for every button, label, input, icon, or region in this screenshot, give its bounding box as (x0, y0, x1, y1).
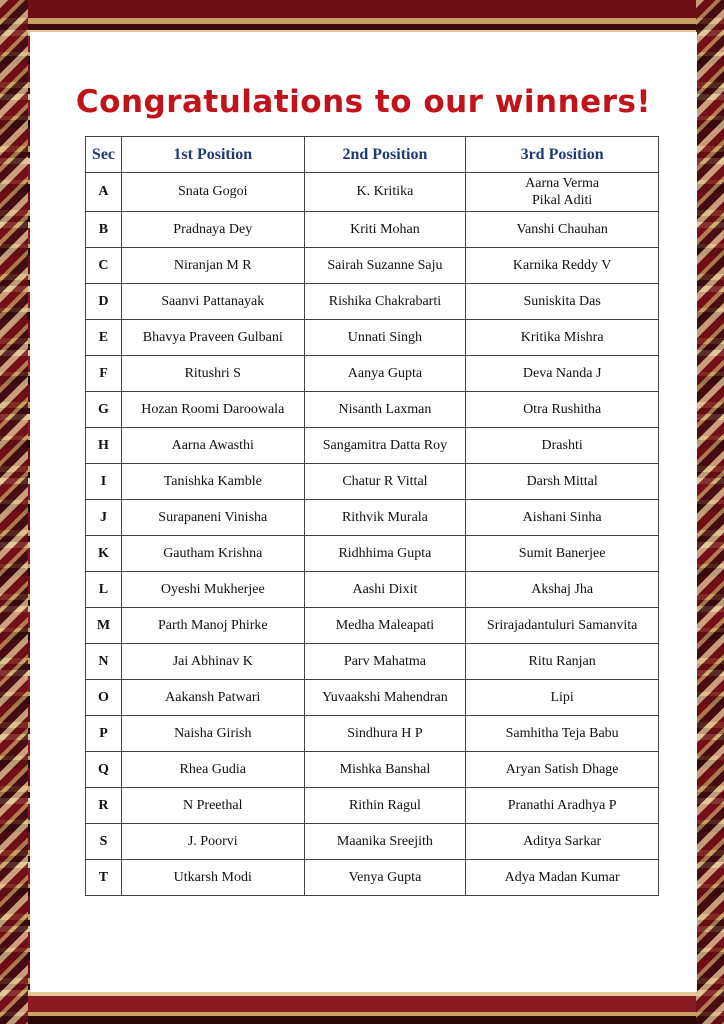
header-3rd-position: 3rd Position (466, 137, 659, 173)
certificate-sheet (30, 32, 697, 992)
section-cell: S (86, 824, 122, 860)
second-position-cell: Rithin Ragul (304, 788, 466, 824)
second-position-cell: Nisanth Laxman (304, 392, 466, 428)
third-position-cell (466, 392, 659, 428)
page-title: Congratulations to our winners! (75, 84, 652, 120)
table-row (86, 788, 659, 824)
third-position-name: Aryan Satish Dhage (505, 762, 619, 777)
second-position-cell: Parv Mahatma (304, 644, 466, 680)
third-position-name: Vanshi Chauhan (516, 222, 608, 237)
first-position-cell: Rhea Gudia (121, 752, 304, 788)
first-position-cell: Parth Manoj Phirke (121, 608, 304, 644)
second-position-cell: Mishka Banshal (304, 752, 466, 788)
third-position-cell (466, 500, 659, 536)
first-position-cell: Niranjan M R (121, 248, 304, 284)
first-position-cell: Aakansh Patwari (121, 680, 304, 716)
second-position-cell: Sangamitra Datta Roy (304, 428, 466, 464)
third-position-cell (466, 173, 659, 212)
table-row (86, 824, 659, 860)
second-position-cell: Rishika Chakrabarti (304, 284, 466, 320)
table-row (86, 680, 659, 716)
table-row (86, 212, 659, 248)
third-position-name: Akshaj Jha (531, 582, 594, 597)
first-position-cell: Aarna Awasthi (121, 428, 304, 464)
table-row (86, 173, 659, 212)
section-cell: A (86, 173, 122, 212)
first-position-cell: Surapaneni Vinisha (121, 500, 304, 536)
second-position-cell: Kriti Mohan (304, 212, 466, 248)
section-cell: N (86, 644, 122, 680)
section-cell: P (86, 716, 122, 752)
third-position-name: Darsh Mittal (526, 474, 598, 489)
first-position-cell: Oyeshi Mukherjee (121, 572, 304, 608)
third-position-cell (466, 248, 659, 284)
third-position-name: Lipi (550, 690, 574, 705)
section-cell: L (86, 572, 122, 608)
table-row (86, 644, 659, 680)
table-row (86, 284, 659, 320)
third-position-name: Ritu Ranjan (528, 654, 596, 669)
third-position-cell (466, 860, 659, 896)
third-position-cell (466, 716, 659, 752)
second-position-cell: Sindhura H P (304, 716, 466, 752)
section-cell: K (86, 536, 122, 572)
header-2nd-position: 2nd Position (304, 137, 466, 173)
section-cell: T (86, 860, 122, 896)
third-position-name: Deva Nanda J (522, 366, 602, 381)
section-cell: M (86, 608, 122, 644)
first-position-cell: N Preethal (121, 788, 304, 824)
third-position-name: Suniskita Das (523, 294, 601, 309)
third-position-cell (466, 572, 659, 608)
second-position-cell: Chatur R Vittal (304, 464, 466, 500)
third-position-name: Otra Rushitha (523, 402, 602, 417)
third-position-name: Sumit Banerjee (518, 546, 606, 561)
winners-table-body (86, 173, 659, 896)
third-position-cell (466, 608, 659, 644)
section-cell: H (86, 428, 122, 464)
section-cell: Q (86, 752, 122, 788)
second-position-cell: Yuvaakshi Mahendran (304, 680, 466, 716)
third-position-cell (466, 212, 659, 248)
section-cell: I (86, 464, 122, 500)
first-position-cell: J. Poorvi (121, 824, 304, 860)
third-position-name: Pranathi Aradhya P (507, 798, 617, 813)
table-row (86, 392, 659, 428)
second-position-cell: Venya Gupta (304, 860, 466, 896)
first-position-cell: Pradnaya Dey (121, 212, 304, 248)
table-row (86, 536, 659, 572)
section-cell: C (86, 248, 122, 284)
first-position-cell: Utkarsh Modi (121, 860, 304, 896)
third-position-name: Kritika Mishra (520, 330, 604, 345)
third-position-name: Samhitha Teja Babu (505, 726, 619, 741)
table-row (86, 500, 659, 536)
section-cell: D (86, 284, 122, 320)
table-row (86, 248, 659, 284)
third-position-name: Karnika Reddy V (512, 258, 612, 273)
second-position-cell: Sairah Suzanne Saju (304, 248, 466, 284)
third-position-cell (466, 284, 659, 320)
winners-table (85, 136, 659, 896)
section-cell: R (86, 788, 122, 824)
section-cell: O (86, 680, 122, 716)
table-header-row (86, 137, 659, 173)
third-position-name: Adya Madan Kumar (504, 870, 620, 885)
second-position-cell: K. Kritika (304, 173, 466, 212)
section-cell: F (86, 356, 122, 392)
third-position-cell (466, 536, 659, 572)
table-row (86, 572, 659, 608)
second-position-cell: Aanya Gupta (304, 356, 466, 392)
second-position-cell: Unnati Singh (304, 320, 466, 356)
table-row (86, 752, 659, 788)
second-position-cell: Aashi Dixit (304, 572, 466, 608)
third-position-name: Aishani Sinha (522, 510, 602, 525)
third-position-cell (466, 824, 659, 860)
first-position-cell: Ritushri S (121, 356, 304, 392)
section-cell: J (86, 500, 122, 536)
table-row (86, 716, 659, 752)
third-position-cell (466, 464, 659, 500)
third-position-cell (466, 788, 659, 824)
table-row (86, 320, 659, 356)
table-row (86, 356, 659, 392)
first-position-cell: Hozan Roomi Daroowala (121, 392, 304, 428)
right-pattern-border (696, 0, 724, 1024)
table-row (86, 428, 659, 464)
first-position-cell: Jai Abhinav K (121, 644, 304, 680)
third-position-cell (466, 356, 659, 392)
third-position-cell (466, 752, 659, 788)
header-1st-position: 1st Position (121, 137, 304, 173)
table-row (86, 464, 659, 500)
section-cell: E (86, 320, 122, 356)
second-position-cell: Rithvik Murala (304, 500, 466, 536)
left-pattern-border (0, 0, 28, 1024)
third-position-name: Aarna Verma (525, 176, 600, 191)
first-position-cell: Bhavya Praveen Gulbani (121, 320, 304, 356)
table-row (86, 860, 659, 896)
first-position-cell: Naisha Girish (121, 716, 304, 752)
third-position-cell (466, 680, 659, 716)
third-position-name: Srirajadantuluri Samanvita (486, 618, 638, 633)
second-position-cell: Maanika Sreejith (304, 824, 466, 860)
third-position-cell (466, 320, 659, 356)
second-position-cell: Ridhhima Gupta (304, 536, 466, 572)
first-position-cell: Tanishka Kamble (121, 464, 304, 500)
third-position-name: Pikal Aditi (531, 193, 593, 208)
third-position-cell (466, 428, 659, 464)
section-cell: B (86, 212, 122, 248)
third-position-name: Drashti (541, 438, 583, 453)
second-position-cell: Medha Maleapati (304, 608, 466, 644)
third-position-cell (466, 644, 659, 680)
third-position-name: Aditya Sarkar (523, 834, 602, 849)
header-sec: Sec (86, 137, 122, 173)
first-position-cell: Gautham Krishna (121, 536, 304, 572)
first-position-cell: Saanvi Pattanayak (121, 284, 304, 320)
section-cell: G (86, 392, 122, 428)
table-row (86, 608, 659, 644)
first-position-cell: Snata Gogoi (121, 173, 304, 212)
